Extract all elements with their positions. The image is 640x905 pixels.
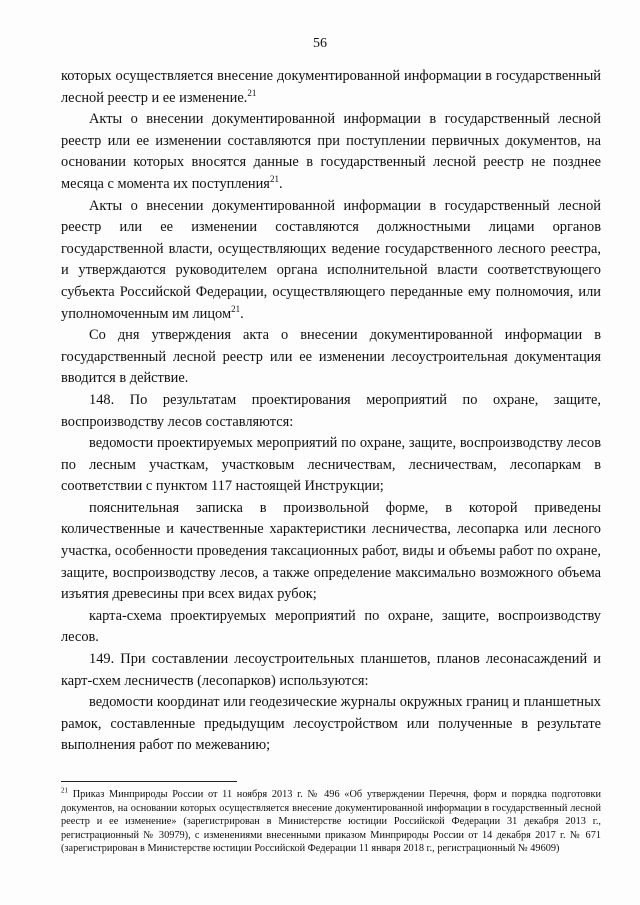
paragraph-2-tail: . [278,175,283,192]
paragraph-1-text: которых осуществляется внесение документированной информации в государственный лесной реестр и ее изменение. [61,68,601,106]
footnote [61,788,601,856]
paragraph-10: ведомости координат или геодезические журналы окружных границ и планшетных рамок, составленные предыдущим лесоустройством или полученные в результате выполнения работ по межеванию; [61,694,601,754]
footnote-ref: 21 [231,303,241,314]
body-text [61,66,601,757]
paragraph-6: ведомости проектируемых мероприятий по охране, защите, воспроизводству лесов по лесным участкам, участковым лесничествам, лесничествам, лесопаркам в соответствии с пунктом 117 настоящей Инструкции; [61,435,601,495]
footnote-text: Приказ Минприроды России от 11 ноября 2013 г. № 496 «Об утверждении Перечня, форм и порядка подготовки документов, на основании которых осуществляется внесение документированной информации в государственный лесной реестр и ее изменение» (зарегистрирован в Министерстве юстиции Российской Федерации 31 декабря 2013 г., регистрационный № 30979), с изменениями внесенными приказом Минприроды России от 14 декабря 2017 г. № 671 (зарегистрирован в Министерстве юстиции Российской Федерации 11 января 2018 г., регистрационный № 49609) [61,789,601,855]
paragraph-4: Со дня утверждения акта о внесении документированной информации в государственный лесной реестр или ее изменении лесоустроительная документация вводится в действие. [61,327,601,387]
paragraph-3 [61,196,601,326]
paragraph-3-tail: . [240,305,244,322]
paragraph-1 [61,66,601,109]
footnote-ref: 21 [247,87,257,98]
paragraph-8: карта-схема проектируемых мероприятий по охране, защите, воспроизводству лесов. [61,607,601,646]
footnote-marker: 21 [61,786,68,795]
footnote-ref: 21 [269,174,279,185]
paragraph-2-text: Акты о внесении документированной информации в государственный лесной реестр или ее изменении составляются при поступлении первичных документов, на основании которых вносятся данные в государственный лесной реестр не позднее месяца с момента их поступления [61,111,601,192]
footnote-divider [61,781,237,782]
paragraph-149: 149. При составлении лесоустроительных планшетов, планов лесонасаждений и карт-схем лесничеств (лесопарков) используются: [61,651,601,689]
paragraph-3-text: Акты о внесении документированной информации в государственный лесной реестр или ее изменении составляются должностными лицами органов государственной власти, осуществляющих ведение государственного лесного реестра, и утверждаются руководителем органа исполнительной власти соответствующего субъекта Российской Федерации, осуществляющего переданные ему полномочия, или уполномоченным им лицом [61,197,601,322]
paragraph-7: пояснительная записка в произвольной форме, в которой приведены количественные и качественные характеристики лесничества, лесопарка или лесного участка, особенности проведения таксационных работ, виды и объемы работ по охране, защите, воспроизводству лесов, а также определение максимально возможного объема изъятия древесины при всех видах рубок; [61,499,601,603]
paragraph-2 [61,109,601,195]
paragraph-148: 148. По результатам проектирования мероприятий по охране, защите, воспроизводству лесов составляются: [61,391,601,430]
page-number: 56 [313,36,327,51]
